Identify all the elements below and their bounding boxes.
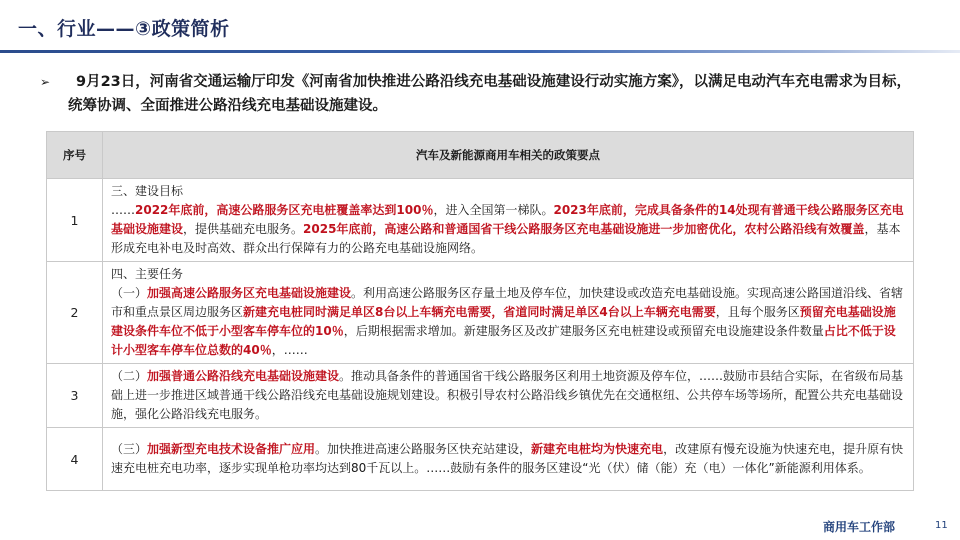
- row-number: 1: [47, 179, 103, 262]
- highlight-text: 2023年底前，完成具备条件的14处现有普通干线公路服务区充电基础设施建设: [111, 203, 904, 236]
- table-row: [47, 179, 914, 262]
- row-content: [103, 428, 914, 491]
- body-text: （一）: [111, 286, 148, 300]
- body-text: ，改建原有慢充设施为快速充电，提升原有快速充电桩充电功率，逐步实现单枪功率均达到80千瓦以上。……鼓励有条件的服务区建设“光（伏）储（能）充（电）一体化”新能源利用体系。: [111, 442, 904, 475]
- body-text: ，进入全国第一梯队。: [433, 203, 554, 217]
- table-row: [47, 364, 914, 428]
- body-text: 。利用高速公路服务区存量土地及停车位，加快建设或改造充电基础设施。实现高速公路国道沿线、省辖市和重点景区周边服务区: [111, 286, 904, 319]
- policy-table: [46, 131, 914, 491]
- page-number: 11: [935, 520, 948, 531]
- intro-text: 9月23日，河南省交通运输厅印发《河南省加快推进公路沿线充电基础设施建设行动实施方案》，以满足电动汽车充电需求为目标，统筹协调、全面推进公路沿线充电基础设施建设。: [68, 74, 912, 114]
- footer-department: 商用车工作部: [823, 520, 896, 534]
- row-number: 3: [47, 364, 103, 428]
- intro-paragraph: [40, 70, 920, 118]
- body-text: （二）: [111, 369, 148, 383]
- body-text: ，基本形成充电补电及时高效、群众出行保障有力的公路充电基础设施网络。: [111, 222, 901, 255]
- body-text: ，且每个服务区: [715, 305, 800, 319]
- body-text: （三）: [111, 442, 148, 456]
- body-text: ，……: [271, 343, 308, 357]
- highlight-text: 新建充电桩均为快速充电: [531, 442, 664, 456]
- body-text: 四、主要任务: [111, 267, 184, 281]
- highlight-text: 2025年底前，高速公路和普通国省干线公路服务区充电基础设施进一步加密优化，农村公路沿线有效覆盖: [303, 222, 865, 236]
- table-row: [47, 428, 914, 491]
- highlight-text: 加强普通公路沿线充电基础设施建设: [147, 369, 340, 383]
- row-number: 4: [47, 428, 103, 491]
- table-header-row: [47, 132, 914, 179]
- row-content: [103, 262, 914, 364]
- body-text: ，后期根据需求增加。新建服务区及改扩建服务区充电桩建设或预留充电设施建设条件数量: [343, 324, 824, 338]
- highlight-text: 占比不低于设计小型客车停车位总数的40％: [111, 324, 896, 357]
- body-text: 三、建设目标: [111, 184, 184, 198]
- body-text: 。加快推进高速公路服务区快充站建设，: [315, 442, 532, 456]
- header-content: 汽车及新能源商用车相关的政策要点: [103, 132, 914, 179]
- table-row: [47, 262, 914, 364]
- row-number: 2: [47, 262, 103, 364]
- arrow-bullet-icon: ➢: [40, 75, 51, 89]
- highlight-text: 新建充电桩同时满足单区8台以上车辆充电需要，省道同时满足单区4台以上车辆充电需要: [243, 305, 716, 319]
- title-underline: [0, 50, 960, 53]
- row-content: [103, 179, 914, 262]
- table-body: [47, 179, 914, 491]
- body-text: 。推动具备条件的普通国省干线公路服务区利用土地资源及停车位，……鼓励市县结合实际，在省级布局基础上进一步推进区域普通干线公路沿线充电基础设施规划建设。积极引导农村公路沿线乡镇优先在交通枢纽、公共停车场等场所，配置公共充电基础设施，强化公路沿线充电服务。: [111, 369, 904, 421]
- highlight-text: 预留充电基础设施建设条件车位不低于小型客车停车位的10％: [111, 305, 896, 338]
- row-content: [103, 364, 914, 428]
- highlight-text: 加强高速公路服务区充电基础设施建设: [147, 286, 352, 300]
- highlight-text: 2022年底前，高速公路服务区充电桩覆盖率达到100％: [135, 203, 434, 217]
- highlight-text: 加强新型充电技术设备推广应用: [147, 442, 316, 456]
- body-text: ……: [111, 203, 135, 217]
- slide-title: 一、行业——③政策简析: [18, 18, 230, 40]
- body-text: ，提供基础充电服务。: [183, 222, 304, 236]
- header-no: 序号: [47, 132, 103, 179]
